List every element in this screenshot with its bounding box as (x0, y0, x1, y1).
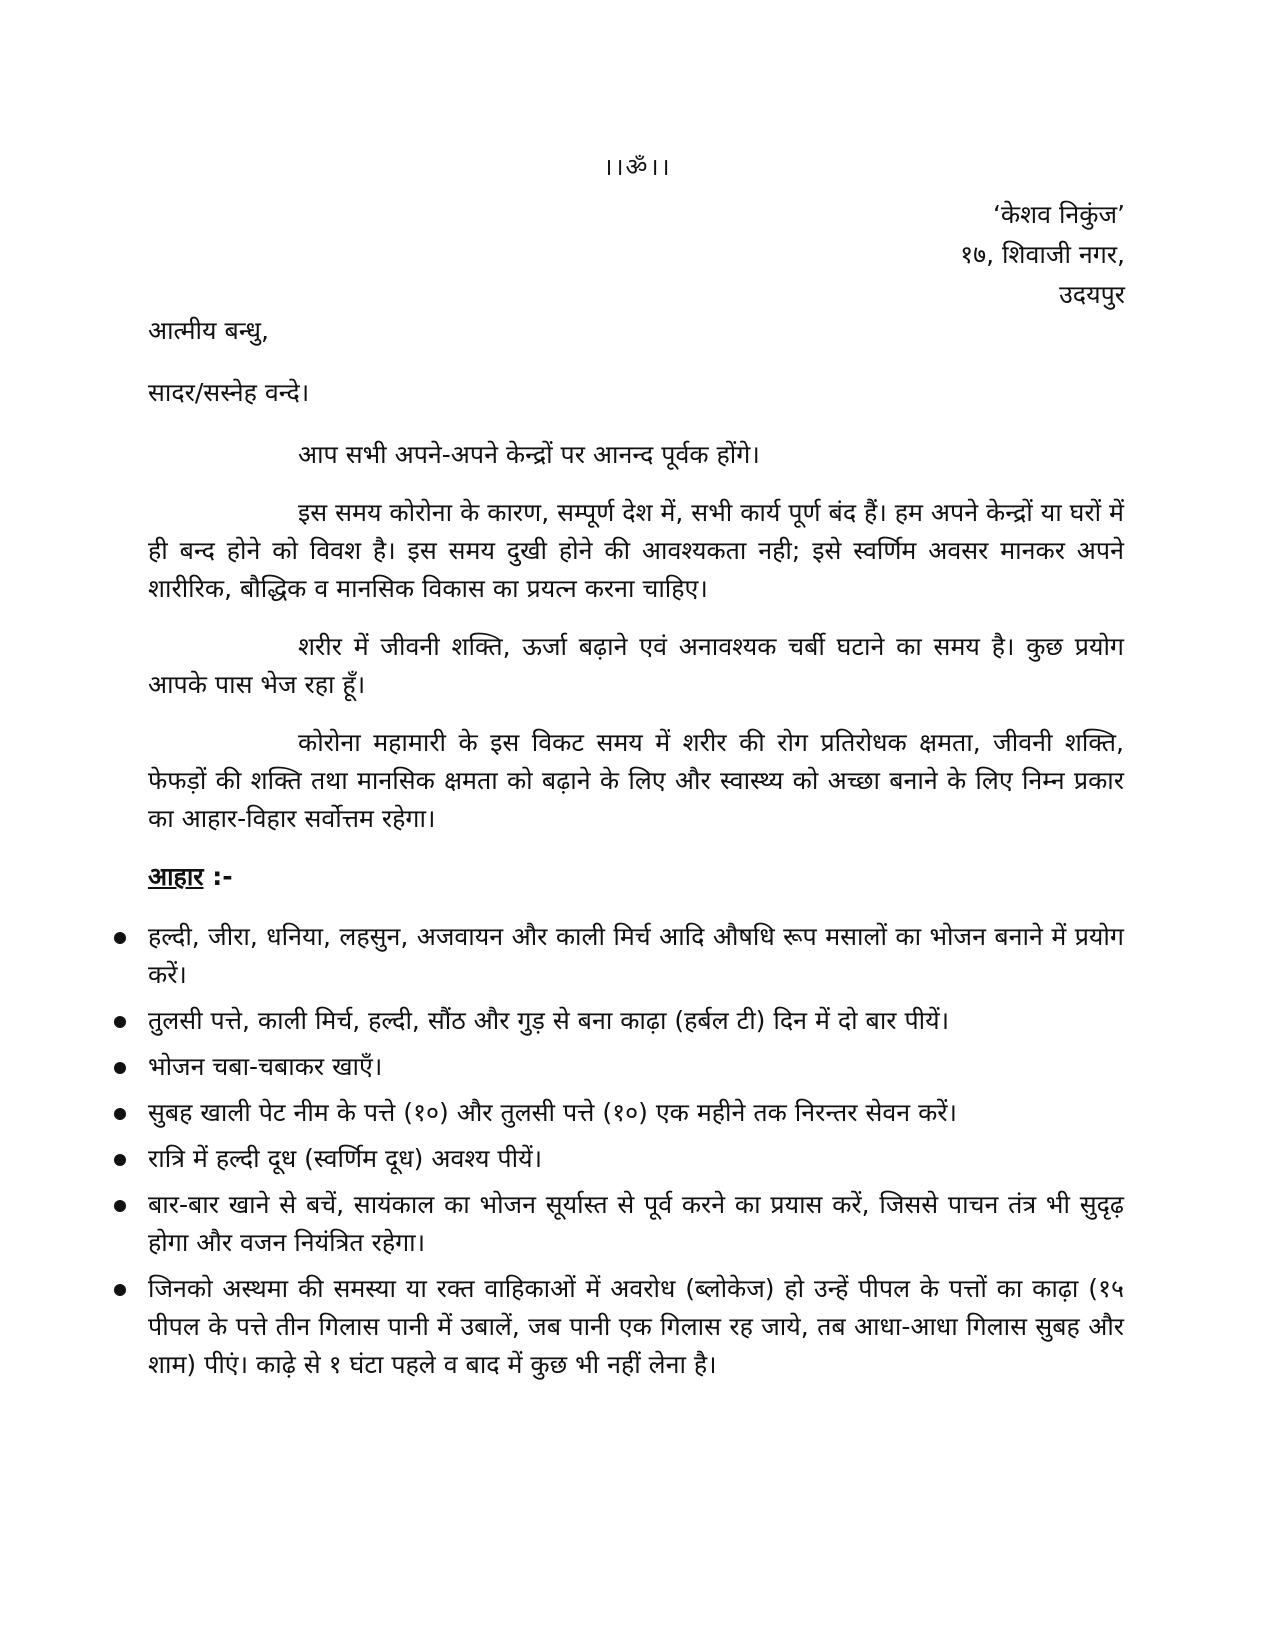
section-heading-suffix: :- (203, 862, 233, 891)
sender-address (960, 195, 1125, 315)
list-item-text: सुबह खाली पेट नीम के पत्ते (१०) और तुलसी पत्ते (१०) एक महीने तक निरन्तर सेवन करें। (148, 1098, 957, 1127)
bullet-icon (114, 1200, 126, 1212)
address-line-city: उदयपुर (1059, 280, 1125, 309)
address-line-street: १७, शिवाजी नगर, (960, 240, 1125, 269)
bullet-icon (114, 932, 126, 944)
list-item-text: बार-बार खाने से बचें, सायंकाल का भोजन सूर्यास्त से पूर्व करने का प्रयास करें, जिससे पाचन तंत्र भी सुदृढ़ होगा और वजन नियंत्रित रहेगा। (148, 1190, 1124, 1257)
bullet-icon (114, 1016, 126, 1028)
list-item-text: हल्दी, जीरा, धनिया, लहसुन, अजवायन और काली मिर्च आदि औषधि रूप मसालों का भोजन बनाने में प्रयोग करें। (148, 922, 1124, 989)
bullet-icon (114, 1284, 126, 1296)
salutation-greeting: आत्मीय बन्धु, (148, 316, 269, 345)
list-item (148, 1140, 1124, 1178)
diet-list (148, 918, 1124, 1384)
list-item-text: भोजन चबा-चबाकर खाएँ। (148, 1052, 383, 1081)
bullet-icon (114, 1154, 126, 1166)
om-invocation: ।।ॐ।। (603, 153, 672, 181)
paragraph-3: शरीर में जीवनी शक्ति, ऊर्जा बढ़ाने एवं अनावश्यक चर्बी घटाने का समय है। कुछ प्रयोग आपके पास भेज रहा हूँ। (148, 632, 1124, 699)
paragraph-1: आप सभी अपने-अपने केन्द्रों पर आनन्द पूर्वक होंगे। (298, 440, 760, 469)
list-item (148, 1186, 1124, 1262)
list-item (148, 1270, 1124, 1384)
address-line-house: ‘केशव निकुंज’ (992, 200, 1125, 229)
salutation-regards: सादर/सस्नेह वन्दे। (148, 378, 310, 407)
letter-body (148, 312, 1124, 1392)
list-item (148, 918, 1124, 994)
list-item-text: जिनको अस्थमा की समस्या या रक्त वाहिकाओं में अवरोध (ब्लोकेज) हो उन्हें पीपल के पत्तों का काढ़ा (१५ पीपल के पत्ते तीन गिलास पानी में उबालें, जब पानी एक गिलास रह जाये, तब आधा-आधा गिलास सुबह और शाम) पीएं। काढ़े से १ घंटा पहले व बाद में कुछ भी नहीं लेना है। (148, 1274, 1124, 1379)
section-heading (148, 858, 1124, 896)
list-item (148, 1002, 1124, 1040)
paragraph-4: कोरोना महामारी के इस विकट समय में शरीर की रोग प्रतिरोधक क्षमता, जीवनी शक्ति, फेफड़ों की शक्ति तथा मानसिक क्षमता को बढ़ाने के लिए और स्वास्थ्य को अच्छा बनाने के लिए निम्न प्रकार का आहार-विहार सर्वोत्तम रहेगा। (148, 728, 1124, 833)
list-item-text: तुलसी पत्ते, काली मिर्च, हल्दी, सौंठ और गुड़ से बना काढ़ा (हर्बल टी) दिन में दो बार पीयें। (148, 1006, 950, 1035)
list-item (148, 1094, 1124, 1132)
bullet-icon (114, 1062, 126, 1074)
paragraph-2: इस समय कोरोना के कारण, सम्पूर्ण देश में, सभी कार्य पूर्ण बंद हैं। हम अपने केन्द्रों या घरों में ही बन्द होने को विवश है। इस समय दुखी होने की आवश्यकता नही; इसे स्वर्णिम अवसर मानकर अपने शारीरिक, बौद्धिक व मानसिक विकास का प्रयत्न करना चाहिए। (148, 498, 1124, 603)
section-heading-word: आहार (148, 862, 204, 891)
list-item-text: रात्रि में हल्दी दूध (स्वर्णिम दूध) अवश्य पीयें। (148, 1144, 543, 1173)
list-item (148, 1048, 1124, 1086)
bullet-icon (114, 1108, 126, 1120)
